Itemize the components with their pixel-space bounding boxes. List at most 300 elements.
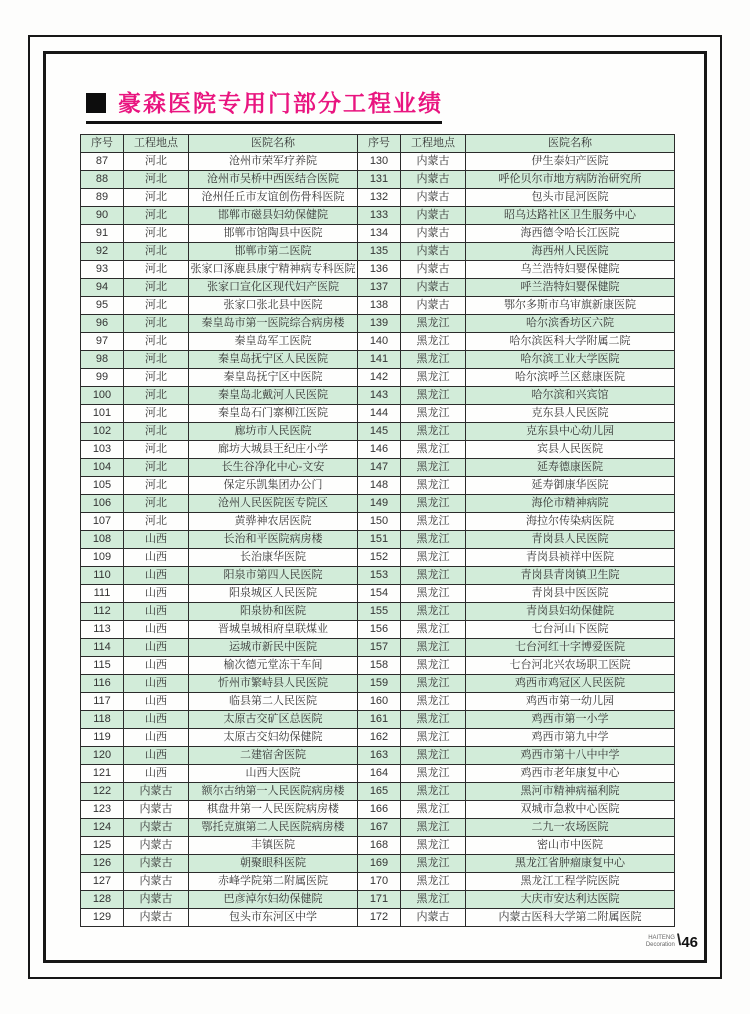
table-row: [81, 891, 675, 909]
cell-hospital-name: 廊坊市人民医院: [189, 423, 358, 441]
col-hospital-name: 医院名称: [189, 135, 358, 153]
table-row: [81, 801, 675, 819]
cell-project-location: 黑龙江: [401, 783, 466, 801]
cell-hospital-name: 沧州市吴桥中西医结合医院: [189, 171, 358, 189]
cell-project-location: 河北: [124, 315, 189, 333]
cell-hospital-name: 长生谷净化中心-文安: [189, 459, 358, 477]
table-row: [81, 351, 675, 369]
cell-hospital-name: 海西州人民医院: [466, 243, 675, 261]
page-number: 46: [681, 933, 698, 951]
footer-page-number: [646, 932, 698, 952]
cell-serial-number: 114: [81, 639, 124, 657]
cell-project-location: 黑龙江: [401, 405, 466, 423]
cell-project-location: 内蒙古: [124, 909, 189, 927]
cell-serial-number: 153: [358, 567, 401, 585]
cell-serial-number: 151: [358, 531, 401, 549]
cell-project-location: 黑龙江: [401, 477, 466, 495]
cell-project-location: 黑龙江: [401, 513, 466, 531]
cell-hospital-name: 朝聚眼科医院: [189, 855, 358, 873]
cell-serial-number: 159: [358, 675, 401, 693]
cell-project-location: 黑龙江: [401, 747, 466, 765]
cell-project-location: 山西: [124, 711, 189, 729]
cell-serial-number: 118: [81, 711, 124, 729]
cell-hospital-name: 秦皇岛市第一医院综合病房楼: [189, 315, 358, 333]
cell-serial-number: 168: [358, 837, 401, 855]
cell-hospital-name: 张家口张北县中医院: [189, 297, 358, 315]
cell-hospital-name: 鸡西市老年康复中心: [466, 765, 675, 783]
cell-hospital-name: 包头市东河区中学: [189, 909, 358, 927]
table-row: [81, 909, 675, 927]
cell-hospital-name: 阳泉城区人民医院: [189, 585, 358, 603]
table-row: [81, 297, 675, 315]
table-row: [81, 675, 675, 693]
cell-hospital-name: 保定乐凯集团办公门: [189, 477, 358, 495]
cell-hospital-name: 张家口宣化区现代妇产医院: [189, 279, 358, 297]
cell-project-location: 山西: [124, 603, 189, 621]
table-row: [81, 207, 675, 225]
cell-serial-number: 157: [358, 639, 401, 657]
cell-serial-number: 127: [81, 873, 124, 891]
table-row: [81, 693, 675, 711]
cell-hospital-name: 青岗县祯祥中医院: [466, 549, 675, 567]
cell-serial-number: 99: [81, 369, 124, 387]
cell-hospital-name: 哈尔滨呼兰区慈康医院: [466, 369, 675, 387]
cell-project-location: 河北: [124, 441, 189, 459]
cell-hospital-name: 黑龙江工程学院医院: [466, 873, 675, 891]
cell-hospital-name: 伊生泰妇产医院: [466, 153, 675, 171]
table-header-row: [81, 135, 675, 153]
col-hospital-name: 医院名称: [466, 135, 675, 153]
cell-project-location: 黑龙江: [401, 621, 466, 639]
cell-hospital-name: 密山市中医院: [466, 837, 675, 855]
cell-hospital-name: 哈尔滨香坊区六院: [466, 315, 675, 333]
cell-hospital-name: 哈尔滨工业大学医院: [466, 351, 675, 369]
cell-project-location: 山西: [124, 765, 189, 783]
cell-serial-number: 122: [81, 783, 124, 801]
table-row: [81, 189, 675, 207]
cell-serial-number: 161: [358, 711, 401, 729]
cell-project-location: 河北: [124, 423, 189, 441]
cell-project-location: 内蒙古: [401, 279, 466, 297]
cell-project-location: 内蒙古: [401, 171, 466, 189]
cell-project-location: 河北: [124, 243, 189, 261]
cell-project-location: 黑龙江: [401, 333, 466, 351]
cell-project-location: 内蒙古: [124, 783, 189, 801]
cell-serial-number: 115: [81, 657, 124, 675]
cell-serial-number: 119: [81, 729, 124, 747]
cell-project-location: 河北: [124, 333, 189, 351]
cell-project-location: 黑龙江: [401, 603, 466, 621]
cell-serial-number: 147: [358, 459, 401, 477]
cell-project-location: 黑龙江: [401, 495, 466, 513]
cell-project-location: 河北: [124, 279, 189, 297]
cell-serial-number: 104: [81, 459, 124, 477]
cell-serial-number: 93: [81, 261, 124, 279]
cell-hospital-name: 呼兰浩特妇婴保健院: [466, 279, 675, 297]
cell-hospital-name: 张家口涿鹿县康宁精神病专科医院: [189, 261, 358, 279]
cell-project-location: 内蒙古: [401, 225, 466, 243]
cell-hospital-name: 包头市昆河医院: [466, 189, 675, 207]
cell-serial-number: 152: [358, 549, 401, 567]
cell-serial-number: 164: [358, 765, 401, 783]
cell-serial-number: 124: [81, 819, 124, 837]
cell-hospital-name: 哈尔滨和兴宾馆: [466, 387, 675, 405]
cell-project-location: 河北: [124, 351, 189, 369]
footer-slash: \: [676, 932, 682, 949]
cell-hospital-name: 鸡西市第十八中中学: [466, 747, 675, 765]
cell-hospital-name: 鸡西市第一幼儿园: [466, 693, 675, 711]
cell-project-location: 黑龙江: [401, 585, 466, 603]
cell-serial-number: 98: [81, 351, 124, 369]
cell-hospital-name: 临县第二人民医院: [189, 693, 358, 711]
cell-hospital-name: 哈尔滨医科大学附属二院: [466, 333, 675, 351]
cell-hospital-name: 赤峰学院第二附属医院: [189, 873, 358, 891]
cell-serial-number: 148: [358, 477, 401, 495]
table-row: [81, 873, 675, 891]
cell-project-location: 山西: [124, 549, 189, 567]
cell-hospital-name: 宾县人民医院: [466, 441, 675, 459]
table-row: [81, 171, 675, 189]
table-row: [81, 243, 675, 261]
cell-hospital-name: 乌兰浩特妇婴保健院: [466, 261, 675, 279]
table-row: [81, 441, 675, 459]
table-row: [81, 315, 675, 333]
cell-hospital-name: 七台河红十字博爱医院: [466, 639, 675, 657]
cell-hospital-name: 鸡西市第一小学: [466, 711, 675, 729]
title-block: [86, 92, 443, 115]
table-row: [81, 621, 675, 639]
cell-serial-number: 94: [81, 279, 124, 297]
cell-project-location: 内蒙古: [401, 261, 466, 279]
cell-project-location: 黑龙江: [401, 837, 466, 855]
cell-project-location: 内蒙古: [401, 207, 466, 225]
cell-project-location: 河北: [124, 387, 189, 405]
cell-serial-number: 135: [358, 243, 401, 261]
col-project-location: 工程地点: [124, 135, 189, 153]
cell-project-location: 内蒙古: [124, 801, 189, 819]
cell-project-location: 河北: [124, 405, 189, 423]
cell-serial-number: 172: [358, 909, 401, 927]
cell-hospital-name: 青岗县中医医院: [466, 585, 675, 603]
cell-hospital-name: 海伦市精神病院: [466, 495, 675, 513]
cell-serial-number: 111: [81, 585, 124, 603]
cell-hospital-name: 昭乌达路社区卫生服务中心: [466, 207, 675, 225]
cell-hospital-name: 延寿御康华医院: [466, 477, 675, 495]
cell-project-location: 河北: [124, 225, 189, 243]
table-row: [81, 603, 675, 621]
cell-hospital-name: 廊坊大城县王纪庄小学: [189, 441, 358, 459]
cell-hospital-name: 邯郸市第二医院: [189, 243, 358, 261]
table-row: [81, 855, 675, 873]
page-title: 豪森医院专用门部分工程业绩: [118, 90, 443, 116]
cell-project-location: 山西: [124, 585, 189, 603]
cell-serial-number: 112: [81, 603, 124, 621]
cell-project-location: 黑龙江: [401, 765, 466, 783]
cell-hospital-name: 秦皇岛石门寨柳江医院: [189, 405, 358, 423]
cell-project-location: 黑龙江: [401, 459, 466, 477]
cell-serial-number: 154: [358, 585, 401, 603]
cell-project-location: 黑龙江: [401, 441, 466, 459]
cell-serial-number: 106: [81, 495, 124, 513]
table-row: [81, 369, 675, 387]
cell-serial-number: 160: [358, 693, 401, 711]
cell-project-location: 黑龙江: [401, 567, 466, 585]
cell-serial-number: 162: [358, 729, 401, 747]
cell-project-location: 内蒙古: [124, 891, 189, 909]
cell-serial-number: 169: [358, 855, 401, 873]
cell-project-location: 河北: [124, 297, 189, 315]
cell-serial-number: 103: [81, 441, 124, 459]
cell-hospital-name: 阳泉市第四人民医院: [189, 567, 358, 585]
cell-project-location: 内蒙古: [124, 819, 189, 837]
title-underline: [86, 121, 442, 124]
cell-hospital-name: 太原古交妇幼保健院: [189, 729, 358, 747]
table-row: [81, 477, 675, 495]
col-project-location: 工程地点: [401, 135, 466, 153]
cell-project-location: 河北: [124, 459, 189, 477]
cell-serial-number: 149: [358, 495, 401, 513]
cell-hospital-name: 呼伦贝尔市地方病防治研究所: [466, 171, 675, 189]
cell-hospital-name: 黄骅神农居医院: [189, 513, 358, 531]
table-row: [81, 819, 675, 837]
col-serial-number: 序号: [358, 135, 401, 153]
cell-hospital-name: 内蒙古医科大学第二附属医院: [466, 909, 675, 927]
cell-project-location: 黑龙江: [401, 891, 466, 909]
table-row: [81, 261, 675, 279]
table-row: [81, 531, 675, 549]
cell-serial-number: 97: [81, 333, 124, 351]
cell-project-location: 内蒙古: [401, 153, 466, 171]
cell-serial-number: 117: [81, 693, 124, 711]
cell-project-location: 河北: [124, 513, 189, 531]
cell-serial-number: 87: [81, 153, 124, 171]
table-row: [81, 729, 675, 747]
table-row: [81, 567, 675, 585]
cell-project-location: 山西: [124, 675, 189, 693]
cell-hospital-name: 额尔古纳第一人民医院病房楼: [189, 783, 358, 801]
cell-project-location: 山西: [124, 729, 189, 747]
cell-hospital-name: 海拉尔传染病医院: [466, 513, 675, 531]
table-row: [81, 657, 675, 675]
cell-project-location: 黑龙江: [401, 549, 466, 567]
table-row: [81, 459, 675, 477]
cell-project-location: 河北: [124, 153, 189, 171]
cell-hospital-name: 鸡西市鸡冠区人民医院: [466, 675, 675, 693]
cell-hospital-name: 青岗县青岗镇卫生院: [466, 567, 675, 585]
cell-project-location: 黑龙江: [401, 639, 466, 657]
cell-hospital-name: 沧州任丘市友谊创伤骨科医院: [189, 189, 358, 207]
cell-serial-number: 167: [358, 819, 401, 837]
cell-hospital-name: 黑河市精神病福利院: [466, 783, 675, 801]
cell-serial-number: 95: [81, 297, 124, 315]
table-row: [81, 783, 675, 801]
cell-project-location: 山西: [124, 693, 189, 711]
cell-hospital-name: 沧州人民医院医专院区: [189, 495, 358, 513]
cell-hospital-name: 运城市新民中医院: [189, 639, 358, 657]
cell-serial-number: 136: [358, 261, 401, 279]
cell-hospital-name: 二九一农场医院: [466, 819, 675, 837]
cell-project-location: 河北: [124, 171, 189, 189]
title-bullet-square-icon: [86, 93, 106, 113]
cell-hospital-name: 七台河北兴农场职工医院: [466, 657, 675, 675]
cell-serial-number: 129: [81, 909, 124, 927]
cell-project-location: 黑龙江: [401, 351, 466, 369]
cell-hospital-name: 长治和平医院病房楼: [189, 531, 358, 549]
cell-hospital-name: 长治康华医院: [189, 549, 358, 567]
table-row: [81, 585, 675, 603]
cell-serial-number: 120: [81, 747, 124, 765]
cell-project-location: 内蒙古: [401, 243, 466, 261]
cell-project-location: 山西: [124, 657, 189, 675]
cell-serial-number: 128: [81, 891, 124, 909]
cell-project-location: 河北: [124, 261, 189, 279]
footer-brand: [646, 935, 675, 949]
cell-serial-number: 140: [358, 333, 401, 351]
cell-hospital-name: 邯郸市馆陶县中医院: [189, 225, 358, 243]
cell-hospital-name: 鸡西市第九中学: [466, 729, 675, 747]
cell-serial-number: 105: [81, 477, 124, 495]
table-row: [81, 639, 675, 657]
cell-project-location: 内蒙古: [124, 837, 189, 855]
table-row: [81, 387, 675, 405]
cell-project-location: 黑龙江: [401, 711, 466, 729]
cell-serial-number: 132: [358, 189, 401, 207]
table-row: [81, 153, 675, 171]
cell-hospital-name: 丰镇医院: [189, 837, 358, 855]
cell-serial-number: 165: [358, 783, 401, 801]
cell-hospital-name: 鄂托克旗第二人民医院病房楼: [189, 819, 358, 837]
cell-serial-number: 131: [358, 171, 401, 189]
cell-project-location: 黑龙江: [401, 801, 466, 819]
cell-serial-number: 100: [81, 387, 124, 405]
cell-serial-number: 138: [358, 297, 401, 315]
cell-project-location: 山西: [124, 639, 189, 657]
cell-hospital-name: 双城市急救中心医院: [466, 801, 675, 819]
cell-project-location: 黑龙江: [401, 531, 466, 549]
table-row: [81, 495, 675, 513]
cell-serial-number: 121: [81, 765, 124, 783]
cell-project-location: 山西: [124, 531, 189, 549]
cell-serial-number: 90: [81, 207, 124, 225]
cell-hospital-name: 忻州市繁峙县人民医院: [189, 675, 358, 693]
cell-serial-number: 142: [358, 369, 401, 387]
cell-serial-number: 96: [81, 315, 124, 333]
cell-hospital-name: 克东县人民医院: [466, 405, 675, 423]
cell-serial-number: 92: [81, 243, 124, 261]
cell-serial-number: 137: [358, 279, 401, 297]
cell-hospital-name: 青岗县人民医院: [466, 531, 675, 549]
cell-project-location: 山西: [124, 621, 189, 639]
table-row: [81, 747, 675, 765]
cell-project-location: 黑龙江: [401, 693, 466, 711]
footer-brand-line2: Decoration: [645, 942, 675, 948]
cell-project-location: 黑龙江: [401, 855, 466, 873]
cell-hospital-name: 沧州市荣军疗养院: [189, 153, 358, 171]
cell-serial-number: 109: [81, 549, 124, 567]
cell-hospital-name: 二建宿舍医院: [189, 747, 358, 765]
cell-hospital-name: 青岗县妇幼保健院: [466, 603, 675, 621]
cell-serial-number: 163: [358, 747, 401, 765]
table-row: [81, 765, 675, 783]
cell-serial-number: 126: [81, 855, 124, 873]
cell-hospital-name: 秦皇岛军工医院: [189, 333, 358, 351]
cell-serial-number: 113: [81, 621, 124, 639]
cell-serial-number: 116: [81, 675, 124, 693]
table-row: [81, 225, 675, 243]
cell-hospital-name: 山西大医院: [189, 765, 358, 783]
projects-table: [80, 134, 675, 927]
cell-hospital-name: 晋城皇城相府皇联煤业: [189, 621, 358, 639]
cell-project-location: 内蒙古: [401, 297, 466, 315]
cell-hospital-name: 延寿德康医院: [466, 459, 675, 477]
cell-project-location: 内蒙古: [124, 873, 189, 891]
cell-serial-number: 171: [358, 891, 401, 909]
cell-hospital-name: 秦皇岛北戴河人民医院: [189, 387, 358, 405]
cell-serial-number: 133: [358, 207, 401, 225]
cell-project-location: 黑龙江: [401, 369, 466, 387]
cell-project-location: 黑龙江: [401, 315, 466, 333]
cell-hospital-name: 太原古交矿区总医院: [189, 711, 358, 729]
cell-serial-number: 166: [358, 801, 401, 819]
cell-project-location: 河北: [124, 207, 189, 225]
inner-frame: [43, 51, 707, 963]
cell-serial-number: 123: [81, 801, 124, 819]
footer-brand-line1: HAITENG: [648, 934, 675, 941]
cell-project-location: 黑龙江: [401, 387, 466, 405]
cell-serial-number: 150: [358, 513, 401, 531]
cell-hospital-name: 大庆市安达利达医院: [466, 891, 675, 909]
cell-serial-number: 144: [358, 405, 401, 423]
cell-project-location: 河北: [124, 189, 189, 207]
cell-serial-number: 158: [358, 657, 401, 675]
cell-project-location: 黑龙江: [401, 423, 466, 441]
cell-hospital-name: 海西德令哈长江医院: [466, 225, 675, 243]
cell-serial-number: 91: [81, 225, 124, 243]
cell-hospital-name: 克东县中心幼儿园: [466, 423, 675, 441]
cell-hospital-name: 邯郸市磁县妇幼保健院: [189, 207, 358, 225]
cell-project-location: 黑龙江: [401, 819, 466, 837]
cell-serial-number: 108: [81, 531, 124, 549]
cell-project-location: 黑龙江: [401, 675, 466, 693]
cell-project-location: 黑龙江: [401, 657, 466, 675]
cell-project-location: 河北: [124, 495, 189, 513]
cell-serial-number: 145: [358, 423, 401, 441]
table-row: [81, 549, 675, 567]
cell-project-location: 山西: [124, 747, 189, 765]
table-row: [81, 405, 675, 423]
cell-project-location: 河北: [124, 477, 189, 495]
cell-project-location: 内蒙古: [401, 189, 466, 207]
cell-hospital-name: 七台河山下医院: [466, 621, 675, 639]
table-row: [81, 837, 675, 855]
cell-project-location: 河北: [124, 369, 189, 387]
table-row: [81, 279, 675, 297]
cell-hospital-name: 榆次德元堂冻干车间: [189, 657, 358, 675]
cell-project-location: 内蒙古: [124, 855, 189, 873]
cell-hospital-name: 巴彦淖尔妇幼保健院: [189, 891, 358, 909]
cell-serial-number: 155: [358, 603, 401, 621]
cell-serial-number: 110: [81, 567, 124, 585]
outer-frame: [28, 35, 722, 979]
col-serial-number: 序号: [81, 135, 124, 153]
cell-hospital-name: 阳泉协和医院: [189, 603, 358, 621]
cell-hospital-name: 秦皇岛抚宁区人民医院: [189, 351, 358, 369]
cell-serial-number: 139: [358, 315, 401, 333]
cell-project-location: 内蒙古: [401, 909, 466, 927]
cell-project-location: 山西: [124, 567, 189, 585]
cell-serial-number: 101: [81, 405, 124, 423]
cell-serial-number: 102: [81, 423, 124, 441]
